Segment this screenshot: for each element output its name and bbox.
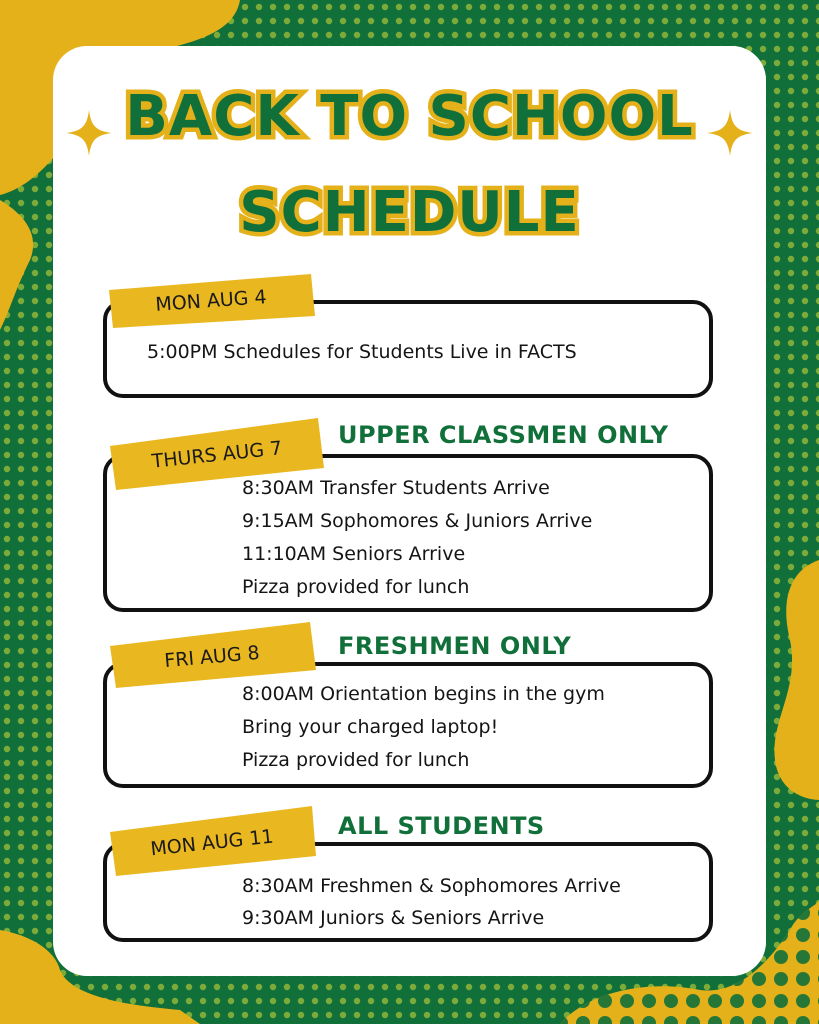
schedule-line: 11:10AM Seniors Arrive	[242, 543, 466, 565]
section-heading: FRESHMEN ONLY	[338, 632, 572, 660]
schedule-line: 8:00AM Orientation begins in the gym	[242, 683, 605, 705]
schedule-line: 8:30AM Freshmen & Sophomores Arrive	[242, 875, 621, 897]
schedule-line: 9:15AM Sophomores & Juniors Arrive	[242, 510, 593, 532]
date-label: MON AUG 4	[154, 286, 268, 316]
schedule-line: 8:30AM Transfer Students Arrive	[242, 477, 550, 499]
sparkle-icon	[64, 108, 114, 158]
section-heading: UPPER CLASSMEN ONLY	[338, 421, 669, 449]
schedule-line: 9:30AM Juniors & Seniors Arrive	[242, 907, 545, 929]
sparkle-icon	[705, 108, 755, 158]
schedule-line: Pizza provided for lunch	[242, 749, 470, 771]
title-line-1: BACK TO SCHOOL	[125, 84, 694, 149]
section-heading: ALL STUDENTS	[338, 812, 545, 840]
date-tape-mon-aug-4	[105, 268, 317, 332]
date-tape-thurs-aug-7	[106, 416, 328, 492]
date-tape-fri-aug-8	[106, 618, 318, 690]
schedule-line: Pizza provided for lunch	[242, 576, 470, 598]
schedule-line: Bring your charged laptop!	[242, 716, 499, 738]
date-label: THURS AUG 7	[150, 437, 284, 473]
date-tape-mon-aug-11	[106, 802, 318, 878]
schedule-line: 5:00PM Schedules for Students Live in FACTS	[147, 341, 577, 363]
date-label: FRI AUG 8	[163, 641, 261, 673]
date-label: MON AUG 11	[149, 825, 275, 861]
title-line-2: SCHEDULE	[239, 180, 580, 245]
